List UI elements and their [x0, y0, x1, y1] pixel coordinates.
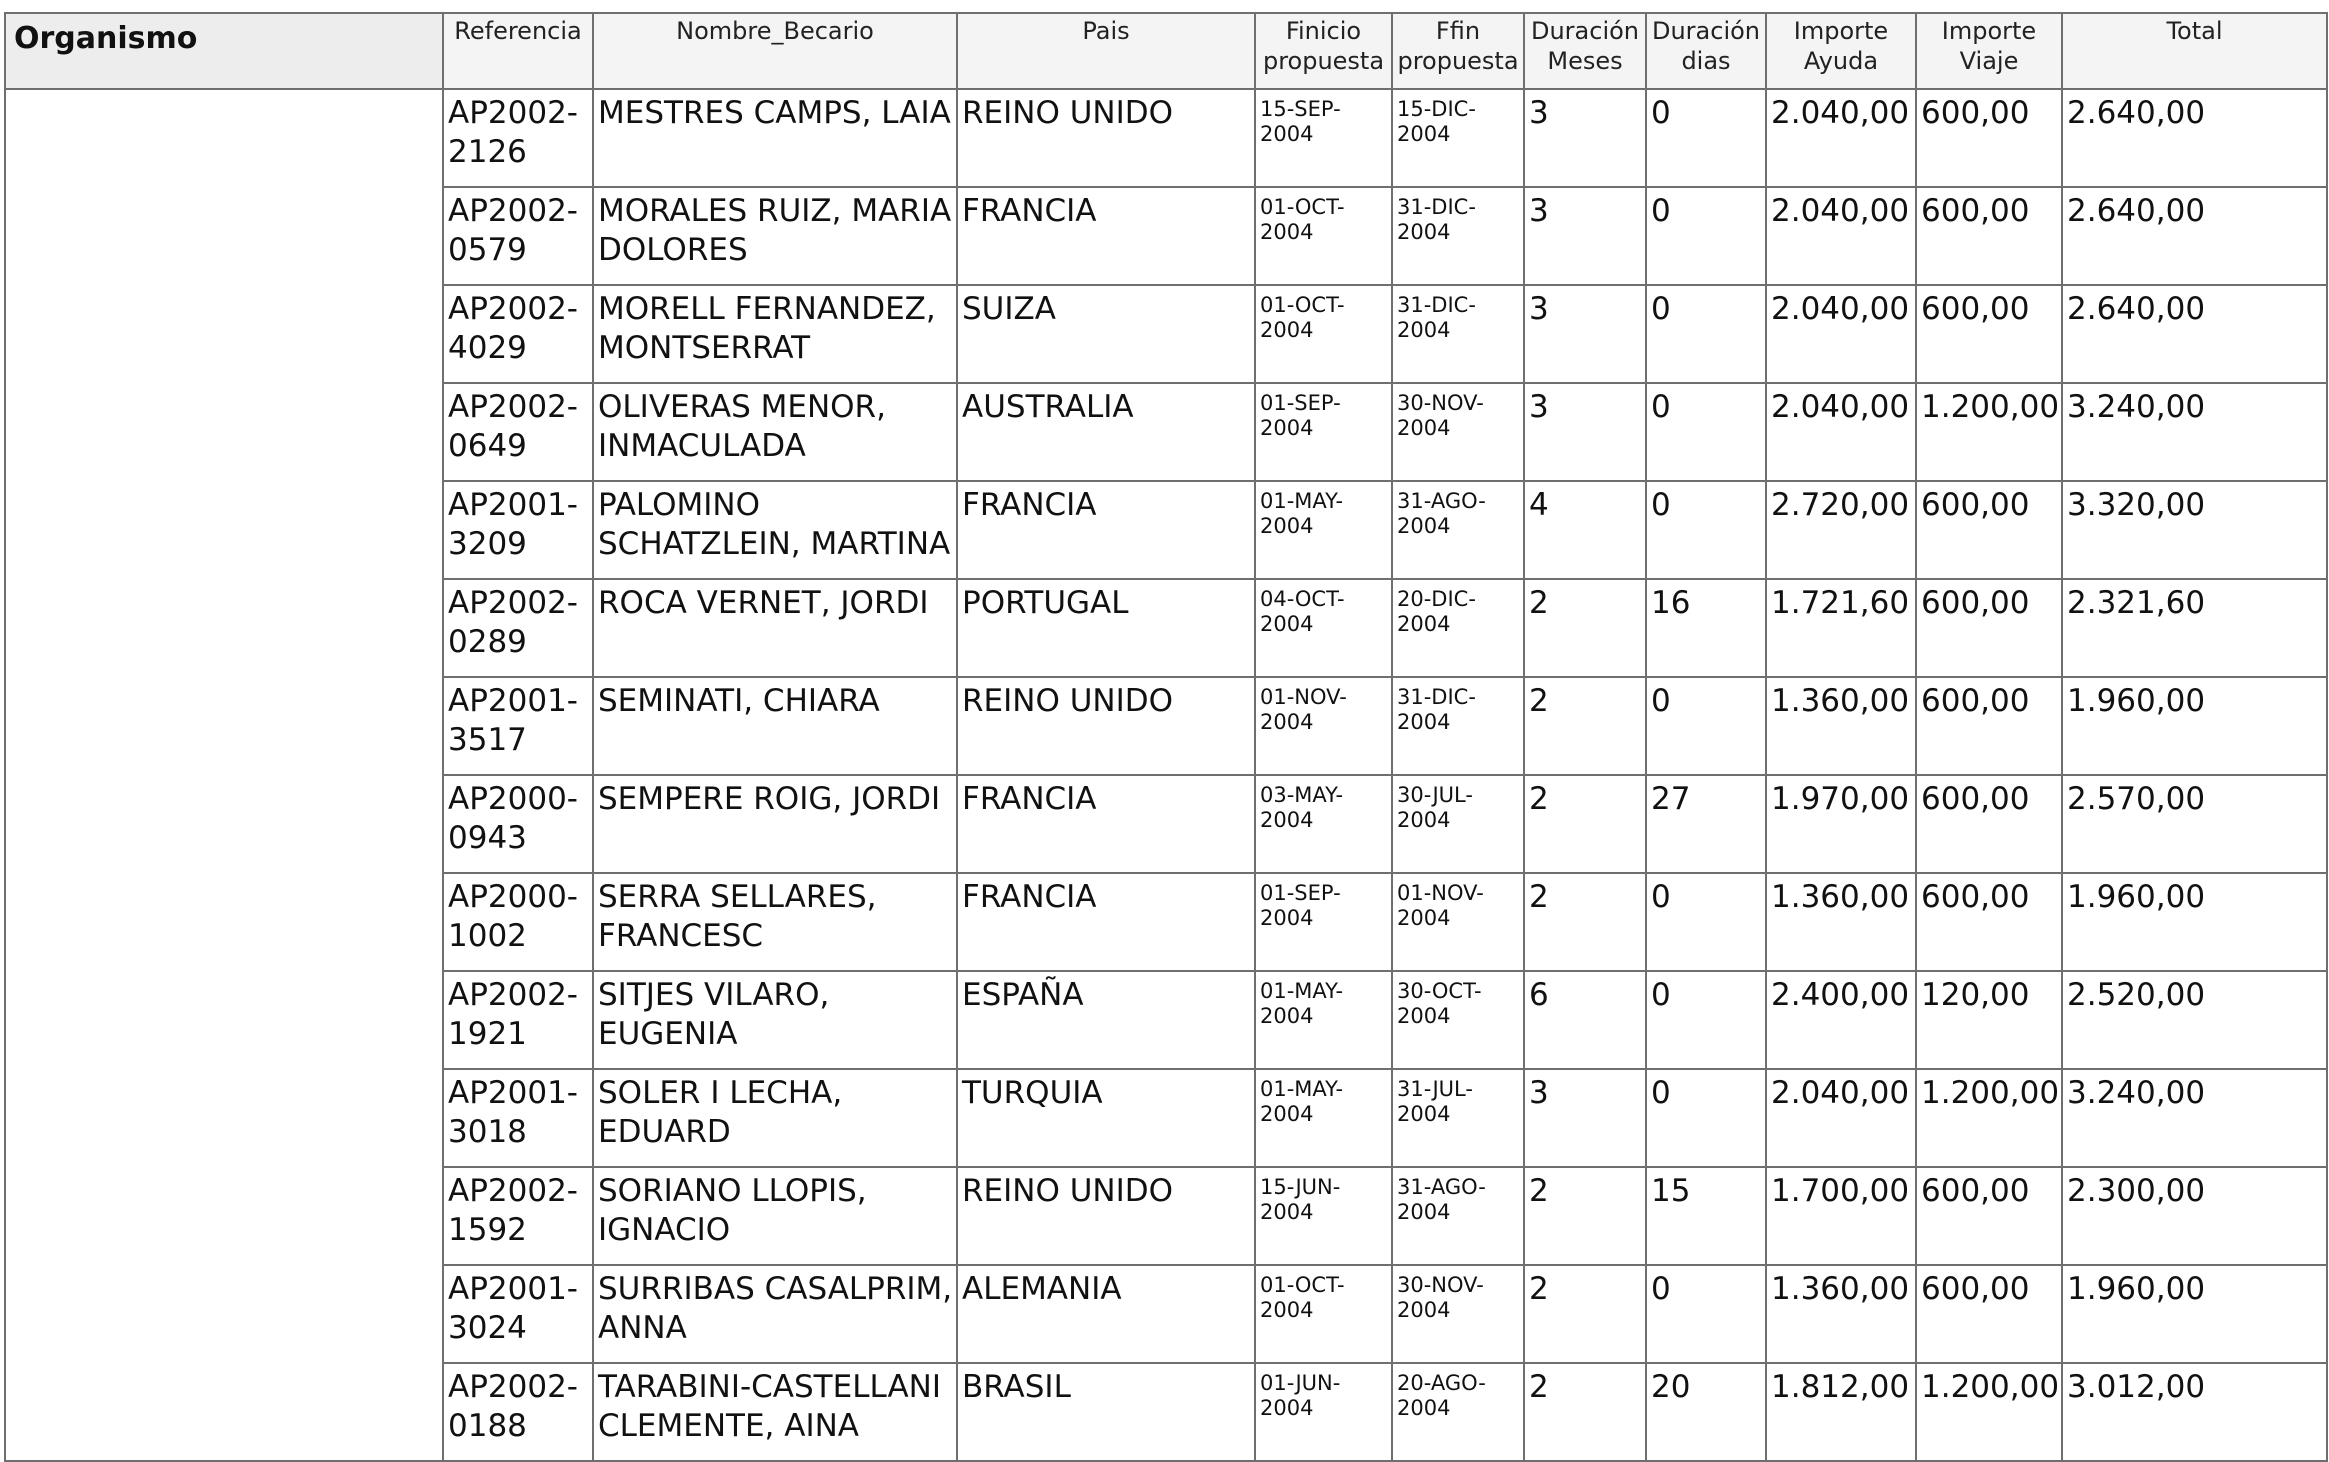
table-row [5, 89, 2327, 187]
cell-duracion-meses: 3 [1524, 89, 1646, 187]
cell-duracion-meses: 6 [1524, 971, 1646, 1069]
cell-nombre-becario: SEMPERE ROIG, JORDI [593, 775, 957, 873]
cell-ffin: 15-DIC-2004 [1392, 89, 1524, 187]
cell-ffin: 31-AGO-2004 [1392, 1167, 1524, 1265]
cell-total: 2.570,00 [2062, 775, 2327, 873]
cell-referencia: AP2000-0943 [443, 775, 593, 873]
cell-importe-ayuda: 1.700,00 [1766, 1167, 1916, 1265]
cell-ffin: 20-DIC-2004 [1392, 579, 1524, 677]
cell-nombre-becario: ROCA VERNET, JORDI [593, 579, 957, 677]
cell-duracion-meses: 3 [1524, 187, 1646, 285]
cell-importe-viaje: 600,00 [1916, 1265, 2062, 1363]
cell-duracion-meses: 3 [1524, 285, 1646, 383]
report-sheet [0, 12, 2329, 1462]
cell-total: 2.321,60 [2062, 579, 2327, 677]
cell-ffin: 31-DIC-2004 [1392, 677, 1524, 775]
header-ffin-propuesta: Ffin propuesta [1392, 13, 1524, 89]
cell-pais: FRANCIA [957, 775, 1255, 873]
cell-referencia: AP2001-3517 [443, 677, 593, 775]
cell-nombre-becario: SURRIBAS CASALPRIM, ANNA [593, 1265, 957, 1363]
cell-importe-viaje: 1.200,00 [1916, 1069, 2062, 1167]
cell-total: 3.012,00 [2062, 1363, 2327, 1461]
cell-nombre-becario: SERRA SELLARES, FRANCESC [593, 873, 957, 971]
cell-importe-ayuda: 2.040,00 [1766, 1069, 1916, 1167]
cell-finicio: 04-OCT-2004 [1255, 579, 1392, 677]
cell-total: 3.320,00 [2062, 481, 2327, 579]
cell-finicio: 01-MAY-2004 [1255, 1069, 1392, 1167]
cell-finicio: 01-OCT-2004 [1255, 1265, 1392, 1363]
cell-total: 2.640,00 [2062, 285, 2327, 383]
cell-ffin: 31-DIC-2004 [1392, 285, 1524, 383]
cell-ffin: 01-NOV-2004 [1392, 873, 1524, 971]
cell-importe-viaje: 1.200,00 [1916, 383, 2062, 481]
cell-duracion-meses: 3 [1524, 383, 1646, 481]
cell-importe-ayuda: 2.040,00 [1766, 89, 1916, 187]
cell-importe-ayuda: 1.721,60 [1766, 579, 1916, 677]
cell-ffin: 20-AGO-2004 [1392, 1363, 1524, 1461]
cell-finicio: 01-MAY-2004 [1255, 971, 1392, 1069]
cell-organismo [5, 89, 443, 1461]
cell-importe-viaje: 600,00 [1916, 579, 2062, 677]
cell-duracion-meses: 2 [1524, 1363, 1646, 1461]
cell-ffin: 30-NOV-2004 [1392, 383, 1524, 481]
cell-nombre-becario: MORELL FERNANDEZ, MONTSERRAT [593, 285, 957, 383]
cell-referencia: AP2002-0579 [443, 187, 593, 285]
cell-importe-viaje: 1.200,00 [1916, 1363, 2062, 1461]
cell-nombre-becario: SITJES VILARO, EUGENIA [593, 971, 957, 1069]
cell-finicio: 01-JUN-2004 [1255, 1363, 1392, 1461]
cell-finicio: 01-MAY-2004 [1255, 481, 1392, 579]
cell-duracion-meses: 2 [1524, 873, 1646, 971]
cell-duracion-meses: 3 [1524, 1069, 1646, 1167]
cell-importe-viaje: 600,00 [1916, 873, 2062, 971]
cell-total: 2.300,00 [2062, 1167, 2327, 1265]
cell-total: 2.520,00 [2062, 971, 2327, 1069]
cell-importe-viaje: 120,00 [1916, 971, 2062, 1069]
cell-importe-ayuda: 1.970,00 [1766, 775, 1916, 873]
cell-duracion-dias: 0 [1646, 677, 1766, 775]
cell-total: 2.640,00 [2062, 187, 2327, 285]
cell-importe-viaje: 600,00 [1916, 285, 2062, 383]
cell-duracion-dias: 0 [1646, 383, 1766, 481]
cell-duracion-meses: 2 [1524, 1167, 1646, 1265]
cell-ffin: 30-NOV-2004 [1392, 1265, 1524, 1363]
cell-duracion-dias: 16 [1646, 579, 1766, 677]
cell-total: 3.240,00 [2062, 1069, 2327, 1167]
header-finicio-propuesta: Finicio propuesta [1255, 13, 1392, 89]
cell-referencia: AP2002-1592 [443, 1167, 593, 1265]
cell-importe-viaje: 600,00 [1916, 1167, 2062, 1265]
cell-importe-ayuda: 2.040,00 [1766, 383, 1916, 481]
cell-duracion-dias: 0 [1646, 873, 1766, 971]
cell-pais: ESPAÑA [957, 971, 1255, 1069]
cell-ffin: 31-DIC-2004 [1392, 187, 1524, 285]
cell-ffin: 31-JUL-2004 [1392, 1069, 1524, 1167]
cell-referencia: AP2002-0289 [443, 579, 593, 677]
cell-nombre-becario: TARABINI-CASTELLANI CLEMENTE, AINA [593, 1363, 957, 1461]
cell-pais: ALEMANIA [957, 1265, 1255, 1363]
cell-importe-ayuda: 2.720,00 [1766, 481, 1916, 579]
cell-duracion-dias: 0 [1646, 1265, 1766, 1363]
cell-total: 2.640,00 [2062, 89, 2327, 187]
cell-duracion-dias: 0 [1646, 89, 1766, 187]
cell-importe-viaje: 600,00 [1916, 481, 2062, 579]
cell-ffin: 30-OCT-2004 [1392, 971, 1524, 1069]
table-body [5, 89, 2327, 1461]
cell-referencia: AP2002-0649 [443, 383, 593, 481]
cell-pais: REINO UNIDO [957, 89, 1255, 187]
cell-duracion-meses: 4 [1524, 481, 1646, 579]
header-duracion-dias: Duración dias [1646, 13, 1766, 89]
cell-pais: REINO UNIDO [957, 677, 1255, 775]
cell-importe-ayuda: 2.400,00 [1766, 971, 1916, 1069]
cell-total: 1.960,00 [2062, 1265, 2327, 1363]
cell-finicio: 01-SEP-2004 [1255, 383, 1392, 481]
cell-nombre-becario: PALOMINO SCHATZLEIN, MARTINA [593, 481, 957, 579]
cell-importe-ayuda: 1.360,00 [1766, 677, 1916, 775]
header-duracion-meses: Duración Meses [1524, 13, 1646, 89]
cell-pais: REINO UNIDO [957, 1167, 1255, 1265]
cell-duracion-meses: 2 [1524, 1265, 1646, 1363]
cell-duracion-dias: 20 [1646, 1363, 1766, 1461]
cell-importe-viaje: 600,00 [1916, 187, 2062, 285]
cell-referencia: AP2002-0188 [443, 1363, 593, 1461]
cell-ffin: 31-AGO-2004 [1392, 481, 1524, 579]
cell-importe-ayuda: 2.040,00 [1766, 187, 1916, 285]
cell-importe-ayuda: 1.360,00 [1766, 873, 1916, 971]
becarios-table [4, 12, 2328, 1462]
cell-nombre-becario: SOLER I LECHA, EDUARD [593, 1069, 957, 1167]
cell-referencia: AP2002-4029 [443, 285, 593, 383]
cell-duracion-dias: 0 [1646, 285, 1766, 383]
cell-duracion-dias: 0 [1646, 971, 1766, 1069]
cell-finicio: 15-SEP-2004 [1255, 89, 1392, 187]
cell-total: 1.960,00 [2062, 677, 2327, 775]
cell-duracion-dias: 0 [1646, 187, 1766, 285]
cell-ffin: 30-JUL-2004 [1392, 775, 1524, 873]
cell-referencia: AP2001-3209 [443, 481, 593, 579]
cell-duracion-meses: 2 [1524, 579, 1646, 677]
cell-pais: TURQUIA [957, 1069, 1255, 1167]
cell-referencia: AP2001-3024 [443, 1265, 593, 1363]
cell-importe-ayuda: 1.812,00 [1766, 1363, 1916, 1461]
header-row [5, 13, 2327, 89]
cell-pais: PORTUGAL [957, 579, 1255, 677]
cell-duracion-dias: 27 [1646, 775, 1766, 873]
cell-finicio: 03-MAY-2004 [1255, 775, 1392, 873]
header-total: Total [2062, 13, 2327, 89]
cell-referencia: AP2000-1002 [443, 873, 593, 971]
cell-finicio: 15-JUN-2004 [1255, 1167, 1392, 1265]
cell-importe-ayuda: 2.040,00 [1766, 285, 1916, 383]
cell-referencia: AP2001-3018 [443, 1069, 593, 1167]
header-importe-ayuda: Importe Ayuda [1766, 13, 1916, 89]
cell-importe-viaje: 600,00 [1916, 89, 2062, 187]
cell-pais: FRANCIA [957, 873, 1255, 971]
cell-pais: SUIZA [957, 285, 1255, 383]
cell-nombre-becario: SORIANO LLOPIS, IGNACIO [593, 1167, 957, 1265]
cell-total: 1.960,00 [2062, 873, 2327, 971]
cell-referencia: AP2002-2126 [443, 89, 593, 187]
cell-referencia: AP2002-1921 [443, 971, 593, 1069]
cell-nombre-becario: MORALES RUIZ, MARIA DOLORES [593, 187, 957, 285]
cell-pais: AUSTRALIA [957, 383, 1255, 481]
cell-finicio: 01-OCT-2004 [1255, 285, 1392, 383]
cell-total: 3.240,00 [2062, 383, 2327, 481]
cell-importe-viaje: 600,00 [1916, 677, 2062, 775]
cell-finicio: 01-NOV-2004 [1255, 677, 1392, 775]
header-nombre-becario: Nombre_Becario [593, 13, 957, 89]
header-organismo: Organismo [5, 13, 443, 89]
cell-pais: FRANCIA [957, 481, 1255, 579]
cell-pais: BRASIL [957, 1363, 1255, 1461]
header-pais: Pais [957, 13, 1255, 89]
cell-duracion-dias: 0 [1646, 1069, 1766, 1167]
cell-pais: FRANCIA [957, 187, 1255, 285]
header-referencia: Referencia [443, 13, 593, 89]
cell-finicio: 01-OCT-2004 [1255, 187, 1392, 285]
cell-duracion-dias: 15 [1646, 1167, 1766, 1265]
cell-nombre-becario: MESTRES CAMPS, LAIA [593, 89, 957, 187]
cell-importe-ayuda: 1.360,00 [1766, 1265, 1916, 1363]
cell-duracion-dias: 0 [1646, 481, 1766, 579]
cell-duracion-meses: 2 [1524, 775, 1646, 873]
cell-importe-viaje: 600,00 [1916, 775, 2062, 873]
cell-nombre-becario: OLIVERAS MENOR, INMACULADA [593, 383, 957, 481]
cell-finicio: 01-SEP-2004 [1255, 873, 1392, 971]
cell-duracion-meses: 2 [1524, 677, 1646, 775]
header-importe-viaje: Importe Viaje [1916, 13, 2062, 89]
cell-nombre-becario: SEMINATI, CHIARA [593, 677, 957, 775]
